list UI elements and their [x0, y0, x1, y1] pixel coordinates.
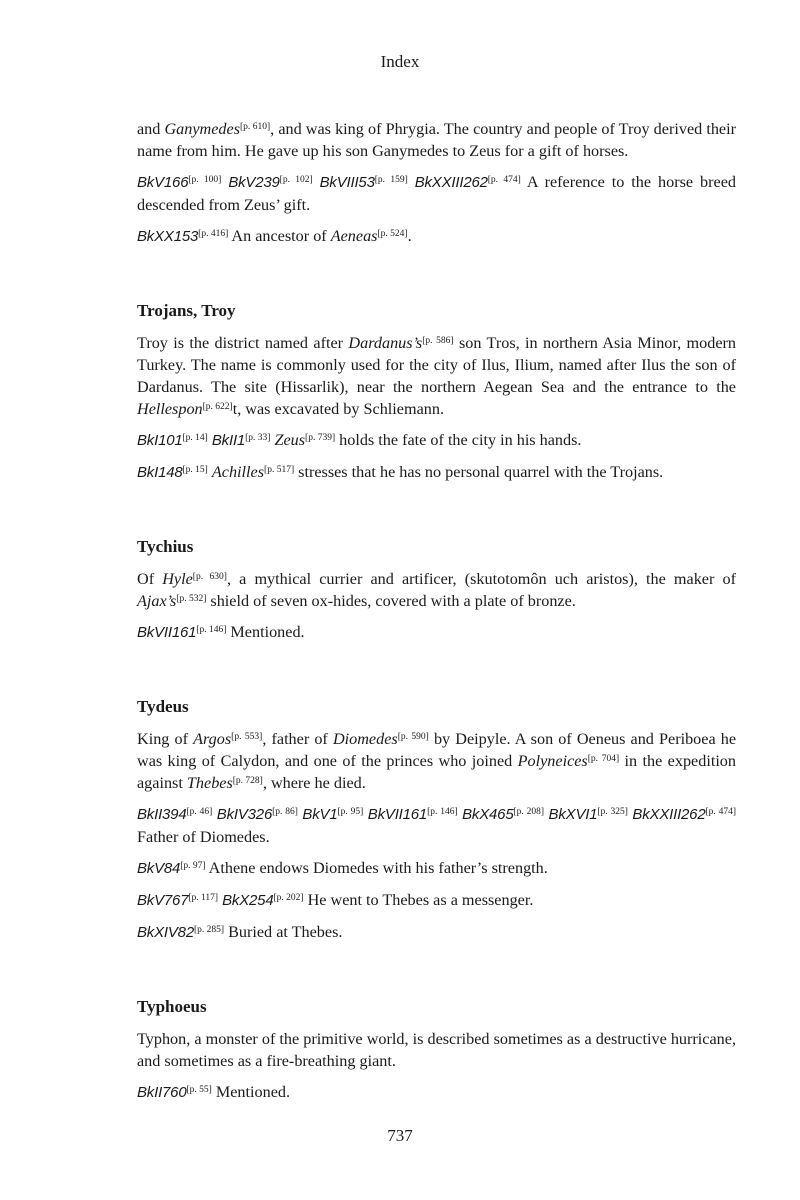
entry-text: shield of seven ox-hides, covered with a plate of bronze. — [206, 592, 576, 610]
page-reference[interactable]: [p. 728] — [232, 776, 263, 786]
page-number: 737 — [387, 1126, 413, 1145]
entry-text: Typhon, a monster of the primitive world, is described sometimes as a destructive hurricane, and sometimes as a fire-breathing giant. — [137, 1030, 736, 1070]
entry-heading: Trojans, Troy — [137, 301, 236, 320]
entry-paragraph — [137, 621, 736, 644]
page-reference[interactable]: [p. 100] — [188, 175, 222, 185]
entry-text: in the expedition against — [137, 752, 736, 792]
book-reference-link[interactable]: BkV84 — [137, 860, 181, 877]
entry-paragraph — [137, 171, 736, 216]
name-cross-reference-link[interactable]: Ganymedes — [164, 120, 240, 138]
index-entry — [137, 300, 736, 484]
entry-text — [408, 173, 415, 191]
entry-text: King of — [137, 730, 194, 748]
name-cross-reference-link[interactable]: Hellespon — [137, 400, 203, 418]
book-reference-link[interactable]: BkII760 — [137, 1084, 187, 1101]
entry-paragraph — [137, 225, 736, 248]
page-reference[interactable]: [p. 474] — [487, 175, 521, 185]
page-reference[interactable]: [p. 55] — [186, 1085, 212, 1095]
entry-text: , a mythical currier and artificer, (skutotomôn uch aristos), the maker of — [226, 570, 736, 588]
entry-heading: Tychius — [137, 537, 194, 556]
page-reference[interactable]: [p. 416] — [198, 229, 229, 239]
entry-text: Athene endows Diomedes with his father’s strength. — [205, 859, 548, 877]
name-cross-reference-link[interactable]: Polyneices — [517, 752, 588, 770]
page-reference[interactable]: [p. 630] — [192, 572, 227, 582]
entry-paragraph — [137, 803, 736, 848]
entry-text: An ancestor of — [228, 227, 331, 245]
index-entry — [137, 696, 736, 944]
entry-text: . — [407, 227, 412, 245]
book-reference-link[interactable]: BkII1 — [211, 432, 246, 449]
page-reference[interactable]: [p. 325] — [597, 807, 628, 817]
entry-text: He went to Thebes as a messenger. — [303, 891, 534, 909]
page-reference[interactable]: [p. 14] — [182, 433, 208, 443]
entry-text: Mentioned. — [226, 623, 305, 641]
page-reference[interactable]: [p. 586] — [422, 336, 454, 346]
entry-paragraph — [137, 568, 736, 612]
entry-paragraph — [137, 429, 736, 452]
book-reference-link[interactable]: BkXIV82 — [137, 924, 194, 941]
entry-text: and — [137, 120, 165, 138]
page-reference[interactable]: [p. 553] — [231, 732, 263, 742]
entry-paragraph — [137, 332, 736, 420]
page-reference[interactable]: [p. 46] — [186, 807, 213, 817]
page-reference[interactable]: [p. 285] — [193, 925, 225, 935]
entry-text: , and was king of Phrygia. The country and people of Troy derived their name from him. He gave up his son Ganymedes to Zeus for a gift of horses. — [137, 120, 736, 160]
book-reference-link[interactable]: BkV239 — [228, 174, 280, 191]
book-reference-link[interactable]: BkXVI1 — [548, 806, 598, 823]
name-cross-reference-link[interactable]: Diomedes — [332, 730, 398, 748]
book-reference-link[interactable]: BkVII161 — [137, 624, 197, 641]
entry-paragraph — [137, 118, 736, 162]
entry-text: Father of Diomedes. — [137, 828, 270, 846]
entry-text: stresses that he has no personal quarrel with the Trojans. — [294, 463, 664, 481]
book-reference-link[interactable]: BkI101 — [137, 432, 183, 449]
page-reference[interactable]: [p. 202] — [273, 893, 304, 903]
page-reference[interactable]: [p. 86] — [272, 807, 298, 817]
page-reference[interactable]: [p. 610] — [240, 122, 271, 132]
index-entry — [137, 996, 736, 1104]
page-reference[interactable]: [p. 146] — [196, 625, 227, 635]
name-cross-reference-link[interactable]: Thebes — [186, 774, 233, 792]
book-reference-link[interactable]: BkVIII53 — [319, 174, 375, 191]
page-reference[interactable]: [p. 622] — [202, 402, 233, 412]
page-header: Index — [380, 52, 420, 71]
entry-text: by Deipyle. A son of Oeneus and Periboea he was king of Calydon, and one of the princes who joined — [137, 730, 737, 770]
book-reference-link[interactable]: BkV1 — [302, 806, 338, 823]
book-reference-link[interactable]: BkXXIII262 — [632, 806, 706, 823]
entry-text: , where he died. — [262, 774, 366, 792]
index-content — [137, 118, 736, 1104]
book-reference-link[interactable]: BkIV326 — [216, 806, 273, 823]
book-reference-link[interactable]: BkX465 — [462, 806, 514, 823]
page-reference[interactable]: [p. 208] — [513, 807, 545, 817]
name-cross-reference-link[interactable]: Aeneas — [330, 227, 378, 245]
book-reference-link[interactable]: BkX254 — [222, 892, 274, 909]
entry-text: Troy is the district named after — [137, 334, 349, 352]
entry-text: son Tros, in northern Asia Minor, modern Turkey. The name is commonly used for the city of Ilus, Ilium, named after Ilus the son of Dardanus. The site (Hissarlik), near the northern Aegean Sea and the entrance to the — [137, 334, 737, 396]
page-reference[interactable]: [p. 739] — [305, 433, 336, 443]
page-reference[interactable]: [p. 102] — [279, 175, 313, 185]
index-entry — [137, 118, 736, 248]
name-cross-reference-link[interactable]: Ajax’s — [137, 592, 177, 610]
entry-paragraph — [137, 921, 736, 944]
entry-text: Buried at Thebes. — [224, 923, 343, 941]
entry-heading: Tydeus — [137, 697, 189, 716]
entry-text: holds the fate of the city in his hands. — [335, 431, 582, 449]
entry-text: Mentioned. — [211, 1083, 291, 1101]
entry-text — [313, 173, 320, 191]
entry-text: , father of — [262, 730, 333, 748]
page-reference[interactable]: [p. 524] — [377, 229, 408, 239]
name-cross-reference-link[interactable]: Dardanus’s — [348, 334, 423, 352]
page-reference[interactable]: [p. 95] — [337, 807, 364, 817]
book-reference-link[interactable]: BkVII161 — [367, 806, 428, 823]
name-cross-reference-link[interactable]: Hyle — [162, 570, 193, 588]
page-reference[interactable]: [p. 590] — [397, 732, 429, 742]
page-reference[interactable]: [p. 97] — [180, 861, 206, 871]
entry-paragraph — [137, 461, 736, 484]
entry-text: t, was excavated by Schliemann. — [232, 400, 444, 418]
entry-paragraph — [137, 1081, 736, 1104]
page-reference[interactable]: [p. 159] — [374, 175, 408, 185]
entry-text: Of — [137, 570, 163, 588]
page-reference[interactable]: [p. 15] — [182, 465, 208, 475]
page-reference[interactable]: [p. 532] — [176, 594, 207, 604]
book-reference-link[interactable]: BkII394 — [137, 806, 187, 823]
page-reference[interactable]: [p. 517] — [264, 465, 295, 475]
book-reference-link[interactable]: BkV166 — [137, 174, 189, 191]
entry-heading: Typhoeus — [137, 997, 207, 1016]
page-reference[interactable]: [p. 704] — [587, 754, 620, 764]
entry-paragraph — [137, 889, 736, 912]
book-reference-link[interactable]: BkXXIII262 — [414, 174, 488, 191]
book-reference-link[interactable]: BkV767 — [137, 892, 189, 909]
name-cross-reference-link[interactable]: Zeus — [274, 431, 306, 449]
page-reference[interactable]: [p. 146] — [427, 807, 458, 817]
book-reference-link[interactable]: BkI148 — [137, 464, 183, 481]
page-reference[interactable]: [p. 474] — [705, 807, 737, 817]
name-cross-reference-link[interactable]: Achilles — [211, 463, 265, 481]
entry-text: A reference to the horse breed descended from Zeus’ gift. — [137, 173, 737, 214]
page-reference[interactable]: [p. 33] — [245, 433, 271, 443]
entry-paragraph — [137, 857, 736, 880]
name-cross-reference-link[interactable]: Argos — [193, 730, 232, 748]
book-reference-link[interactable]: BkXX153 — [137, 228, 199, 245]
entry-paragraph — [137, 728, 736, 794]
index-entry — [137, 536, 736, 644]
page-reference[interactable]: [p. 117] — [188, 893, 219, 903]
entry-paragraph — [137, 1028, 736, 1072]
